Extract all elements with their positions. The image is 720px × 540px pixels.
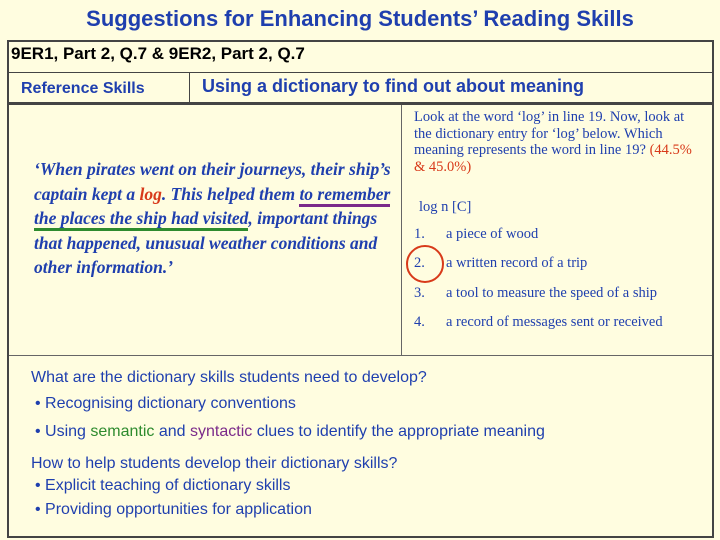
help-question: How to help students develop their dictionary skills? (31, 455, 398, 472)
content-panel (7, 103, 714, 538)
horizontal-divider (9, 355, 712, 356)
question-percentages: (44.5% & 45.0%) (414, 142, 692, 175)
header-divider (9, 72, 712, 73)
skills-bullet-conventions: • Recognising dictionary conventions (35, 395, 296, 412)
help-bullet-teaching: • Explicit teaching of dictionary skills (35, 477, 291, 494)
skills-bullet-clues (35, 423, 545, 441)
meaning-text: a piece of wood (446, 226, 539, 242)
meaning-number: 4. (414, 314, 425, 330)
meaning-item (414, 226, 538, 243)
quote-text-2: . This helped them (161, 183, 300, 204)
meaning-number: 3. (414, 285, 425, 301)
quote-text-1: ‘When pirates went on their journeys, their ship’s captain kept a (34, 159, 391, 204)
meaning-text: a written record of a trip (446, 255, 588, 271)
skills-bullet-text: clues to identify the appropriate meaning (252, 423, 545, 440)
meaning-item (414, 255, 587, 272)
help-bullet-opportunities: • Providing opportunities for application (35, 501, 312, 518)
question-header (7, 40, 714, 104)
meaning-item (414, 285, 657, 302)
quote-word-log: log (139, 183, 162, 204)
quote-syntactic-clue: to remember (299, 184, 390, 207)
skills-question: What are the dictionary skills students need to develop? (31, 369, 427, 386)
quote-text-4: , important things that happened, unusual weather conditions and other information.’ (34, 208, 378, 277)
meaning-item (414, 314, 663, 331)
skill-focus: Using a dictionary to find out about meaning (202, 76, 584, 96)
question-body: Look at the word ‘log’ in line 19. Now, look at the dictionary entry for ‘log’ below. Which meaning represents the word in line 19? (414, 109, 685, 158)
meaning-text: a record of messages sent or received (446, 314, 663, 330)
quote-semantic-clue: the places the ship had visited (34, 208, 248, 231)
question-text (414, 109, 704, 175)
item-reference: 9ER1, Part 2, Q.7 & 9ER2, Part 2, Q.7 (11, 44, 305, 63)
meaning-text: a tool to measure the speed of a ship (446, 285, 657, 301)
vertical-divider (401, 105, 402, 355)
meaning-number: 1. (414, 226, 425, 242)
meaning-number: 2. (414, 255, 425, 271)
syntactic-word: syntactic (190, 423, 253, 440)
dictionary-entry-headword: log n [C] (419, 199, 472, 215)
skills-bullet-text: • Using (35, 423, 91, 440)
skills-bullet-text: and (154, 423, 191, 440)
semantic-word: semantic (90, 423, 155, 440)
skill-category: Reference Skills (21, 80, 145, 97)
page-title: Suggestions for Enhancing Students’ Reading Skills (86, 6, 634, 31)
header-vertical-divider (189, 72, 190, 102)
passage-quote (34, 157, 394, 280)
